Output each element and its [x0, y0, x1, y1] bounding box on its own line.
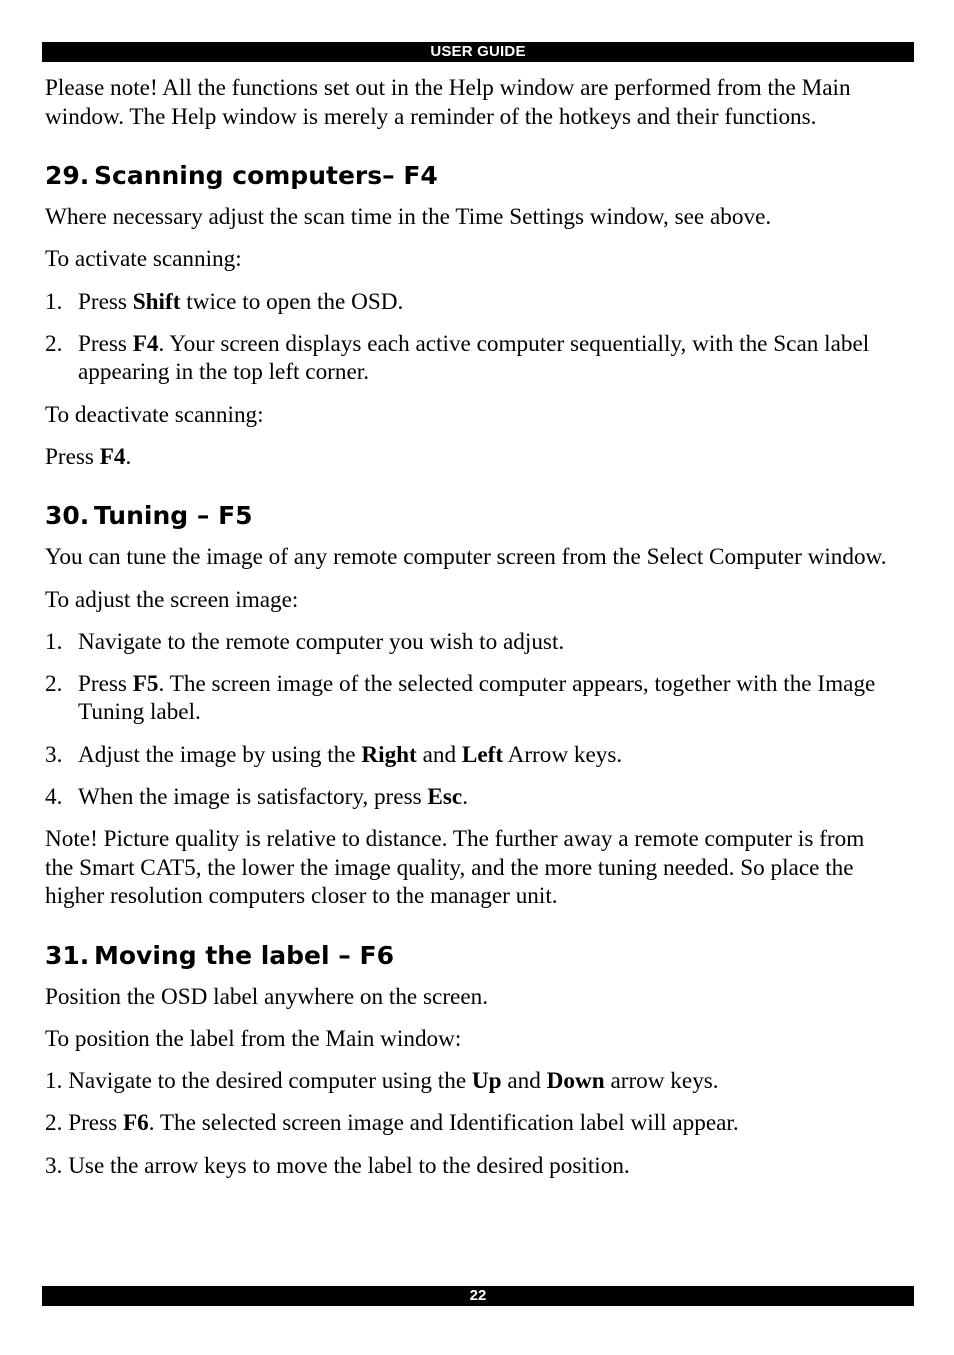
key-label: F6 — [122, 1110, 149, 1137]
text-run: When the image is satisfactory, press — [78, 783, 428, 810]
list-text — [78, 288, 895, 317]
key-label: F5 — [132, 670, 159, 697]
list-text — [78, 670, 895, 727]
paragraph: To position the label from the Main window: — [45, 1026, 462, 1052]
key-label: Esc — [427, 783, 463, 810]
page-number: 22 — [469, 1287, 487, 1304]
list-item — [45, 670, 895, 727]
text-run: . The screen image of the selected computer appears, together with the Image Tuning label. — [78, 670, 876, 726]
paragraph — [45, 443, 895, 472]
text-run: Press — [78, 288, 133, 315]
section-number: 31. — [45, 940, 90, 970]
text-run: and — [416, 741, 462, 768]
text-run: Press — [45, 443, 100, 470]
section-number: 30. — [45, 501, 90, 531]
list-text: Navigate to the remote computer you wish to adjust. — [78, 628, 565, 655]
text-run: . — [462, 783, 468, 810]
text-run: Press — [78, 330, 133, 357]
text-run: arrow keys. — [604, 1068, 719, 1095]
page-header — [42, 42, 914, 62]
section-heading-scanning — [45, 161, 895, 191]
list-number: 3. — [45, 741, 63, 768]
section-title: Scanning computers– F4 — [94, 161, 438, 191]
list-number: 2. — [45, 670, 63, 697]
section-heading-tuning — [45, 501, 895, 531]
text-run: 2. Press — [45, 1110, 123, 1137]
section-heading-moving — [45, 941, 895, 971]
section-number: 29. — [45, 161, 90, 191]
list-item — [45, 330, 895, 387]
paragraph: To adjust the screen image: — [45, 586, 299, 613]
key-label: Right — [361, 741, 417, 768]
section-title: Moving the label – F6 — [94, 940, 394, 970]
key-label: Up — [471, 1068, 502, 1095]
text-run: Arrow keys. — [503, 741, 623, 768]
text-run: 1. Navigate to the desired computer using the — [45, 1068, 472, 1095]
list-item — [45, 288, 895, 317]
list-text — [78, 783, 895, 812]
key-label: F4 — [132, 330, 159, 357]
key-label: F4 — [99, 443, 126, 470]
list-item — [45, 741, 895, 770]
key-label: Down — [546, 1068, 605, 1095]
text-run: . Your screen displays each active computer sequentially, with the Scan label appearing in the top left corner. — [78, 330, 870, 386]
text-run: twice to open the OSD. — [180, 288, 404, 315]
paragraph: Position the OSD label anywhere on the screen. — [45, 983, 489, 1010]
list-number: 1. — [45, 628, 63, 655]
intro-paragraph: Please note! All the functions set out in the Help window are performed from the Main window. The Help window is merely a reminder of the hotkeys and their functions. — [45, 75, 851, 130]
text-run: . The selected screen image and Identification label will appear. — [148, 1110, 739, 1137]
paragraph: To activate scanning: — [45, 246, 242, 273]
list-text — [78, 330, 895, 387]
text-run: Press — [78, 670, 133, 697]
text-run: Adjust the image by using the — [78, 741, 362, 768]
text-run: . — [125, 443, 132, 470]
list-number: 1. — [45, 288, 63, 315]
text-run: and — [501, 1068, 547, 1095]
page-footer — [42, 1286, 914, 1306]
step-paragraph — [45, 1109, 895, 1138]
key-label: Left — [461, 741, 504, 768]
list-item — [45, 783, 895, 812]
key-label: Shift — [132, 288, 181, 315]
document-body — [45, 74, 895, 1194]
paragraph: Where necessary adjust the scan time in the Time Settings window, see above. — [45, 204, 772, 231]
step-paragraph — [45, 1067, 895, 1096]
header-title: USER GUIDE — [430, 43, 526, 60]
list-text — [78, 741, 895, 770]
list-number: 4. — [45, 783, 63, 810]
note-paragraph: Note! Picture quality is relative to distance. The further away a remote computer is from the Smart CAT5, the lower the image quality, and the more tuning needed. So place the higher resolution computers closer to the manager unit. — [45, 826, 865, 910]
section-title: Tuning – F5 — [94, 501, 253, 531]
paragraph: You can tune the image of any remote computer screen from the Select Computer window. — [45, 544, 887, 571]
list-item — [45, 628, 895, 657]
step-paragraph: 3. Use the arrow keys to move the label to the desired position. — [45, 1152, 630, 1179]
list-number: 2. — [45, 330, 63, 357]
paragraph: To deactivate scanning: — [45, 401, 264, 428]
